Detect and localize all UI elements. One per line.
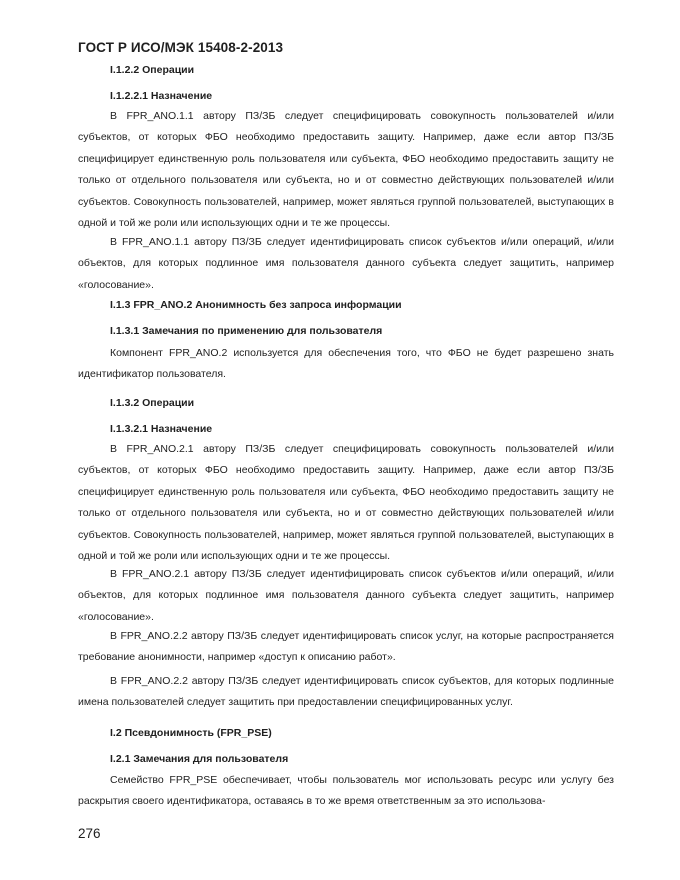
section-heading: I.1.2.2.1 Назначение: [110, 90, 213, 102]
paragraph: Компонент FPR_ANO.2 используется для обеспечения того, что ФБО не будет разрешено знать идентификатор пользователя.: [78, 347, 614, 381]
paragraph: В FPR_ANO.1.1 автору ПЗ/ЗБ следует идентифицировать список субъектов и/или операций, и/или объектов, для которых подлинное имя пользователя данного субъекта следует защитить, например «голосование».: [78, 236, 614, 291]
section-heading: I.2 Псевдонимность (FPR_PSE): [110, 727, 272, 739]
document-header: ГОСТ Р ИСО/МЭК 15408-2-2013: [78, 40, 284, 55]
section-heading: I.1.3.1 Замечания по применению для пользователя: [110, 325, 383, 337]
section-heading: I.1.3.2 Операции: [110, 397, 195, 409]
section-heading: I.2.1 Замечания для пользователя: [110, 753, 289, 765]
page-number: 276: [78, 826, 101, 841]
paragraph: Семейство FPR_PSE обеспечивает, чтобы пользователь мог использовать ресурс или услугу без раскрытия своего идентификатора, оставаясь в то же время ответственным за это использова-: [78, 774, 614, 808]
paragraph: В FPR_ANO.2.2 автору ПЗ/ЗБ следует идентифицировать список субъектов, для которых подлинные имена пользователей следует защитить при предоставлении специфицированных услуг.: [78, 675, 614, 709]
section-heading: I.1.3 FPR_ANO.2 Анонимность без запроса информации: [110, 299, 402, 311]
section-heading: I.1.2.2 Операции: [110, 64, 195, 76]
paragraph: В FPR_ANO.2.1 автору ПЗ/ЗБ следует идентифицировать список субъектов и/или операций, и/или объектов, для которых подлинное имя пользователя данного субъекта следует защитить, например «голосование».: [78, 568, 614, 623]
paragraph: В FPR_ANO.2.2 автору ПЗ/ЗБ следует идентифицировать список услуг, на которые распространяется требование анонимности, например «доступ к описанию работ».: [78, 630, 614, 664]
paragraph: В FPR_ANO.2.1 автору ПЗ/ЗБ следует специфицировать совокупность пользователей и/или субъектов, от которых ФБО необходимо предоставить защиту. Например, даже если автор ПЗ/ЗБ специфицирует единственную роль пользователя или субъекта, ФБО необходимо предоставить защиту не только от отдельного пользователя или субъекта, но и от совместно действующих пользователей и/или субъектов. Совокупность пользователей, например, может являться группой пользователей, выступающих в одной и той же роли или использующих одни и те же процессы.: [78, 443, 614, 563]
section-heading: I.1.3.2.1 Назначение: [110, 423, 213, 435]
paragraph: В FPR_ANO.1.1 автору ПЗ/ЗБ следует специфицировать совокупность пользователей и/или субъектов, от которых ФБО необходимо предоставить защиту. Например, даже если автор ПЗ/ЗБ специфицирует единственную роль пользователя или субъекта, ФБО необходимо предоставить защиту не только от отдельного пользователя или субъекта, но и от совместно действующих пользователей и/или субъектов. Совокупность пользователей, например, может являться группой пользователей, выступающих в одной и той же роли или использующих одни и те же процессы.: [78, 110, 614, 230]
